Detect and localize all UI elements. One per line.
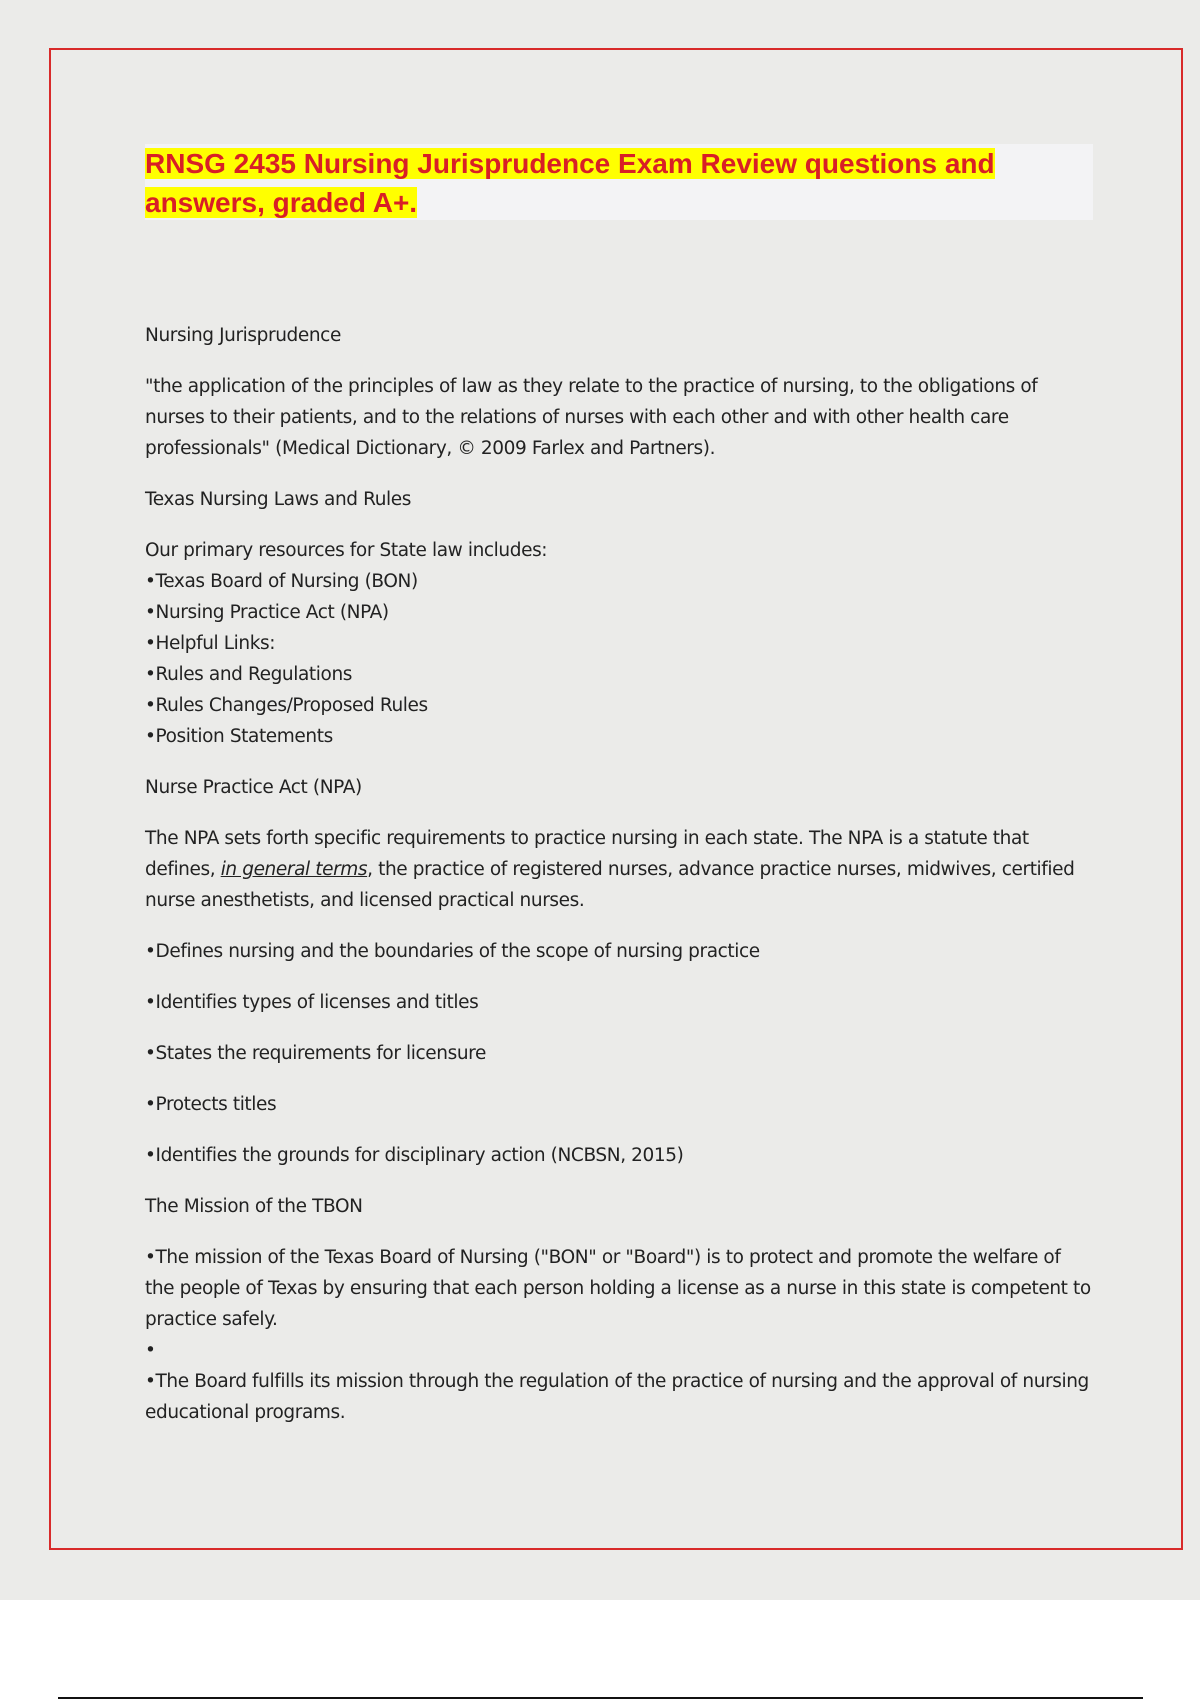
list-item: •Helpful Links: [145, 633, 276, 654]
npa-paragraph [145, 823, 1095, 916]
mission-empty-bullet: • [145, 1340, 156, 1361]
npa-point: •Identifies the grounds for disciplinary action (NCBSN, 2015) [145, 1145, 684, 1166]
heading-mission: The Mission of the TBON [145, 1196, 363, 1217]
npa-text-emphasis: in general terms [220, 859, 368, 880]
resources-list [145, 535, 1095, 752]
footer-rule [58, 1697, 1143, 1699]
npa-point: •States the requirements for licensure [145, 1043, 486, 1064]
list-item: •Rules and Regulations [145, 664, 353, 685]
npa-text-before: The NPA sets forth specific requirements to practice nursing in each state. The NPA is a statute that defines, [145, 828, 1029, 880]
list-item: •Texas Board of Nursing (BON) [145, 571, 418, 592]
npa-point: •Identifies types of licenses and titles [145, 992, 479, 1013]
list-item: •Rules Changes/Proposed Rules [145, 695, 428, 716]
title-line-2: answers, graded A+. [145, 187, 418, 218]
document-title [145, 144, 1093, 222]
title-line-1: RNSG 2435 Nursing Jurisprudence Exam Review questions and [145, 148, 995, 179]
heading-npa: Nurse Practice Act (NPA) [145, 777, 362, 798]
list-item: •Position Statements [145, 726, 333, 747]
npa-text-after: , the practice of registered nurses, advance practice nurses, midwives, certified nurse anesthetists, and licensed practical nurses. [145, 859, 1075, 911]
list-item: •Nursing Practice Act (NPA) [145, 602, 389, 623]
document-body [145, 320, 1095, 1448]
title-block [145, 144, 1093, 220]
resources-intro: Our primary resources for State law includes: [145, 540, 548, 561]
mission-paragraph-1: •The mission of the Texas Board of Nursing ("BON" or "Board") is to protect and promote the welfare of the people of Texas by ensuring that each person holding a license as a nurse in this state is competent to practice safely. [145, 1247, 1091, 1330]
npa-point: •Protects titles [145, 1094, 277, 1115]
mission-paragraph-2: •The Board fulfills its mission through the regulation of the practice of nursing and the approval of nursing educational programs. [145, 1371, 1089, 1423]
heading-nursing-jurisprudence: Nursing Jurisprudence [145, 325, 341, 346]
definition-paragraph: "the application of the principles of law as they relate to the practice of nursing, to the obligations of nurses to their patients, and to the relations of nurses with each other and with other health care professionals" (Medical Dictionary, © 2009 Farlex and Partners). [145, 376, 1038, 459]
heading-texas-laws: Texas Nursing Laws and Rules [145, 489, 412, 510]
npa-point: •Defines nursing and the boundaries of the scope of nursing practice [145, 941, 760, 962]
